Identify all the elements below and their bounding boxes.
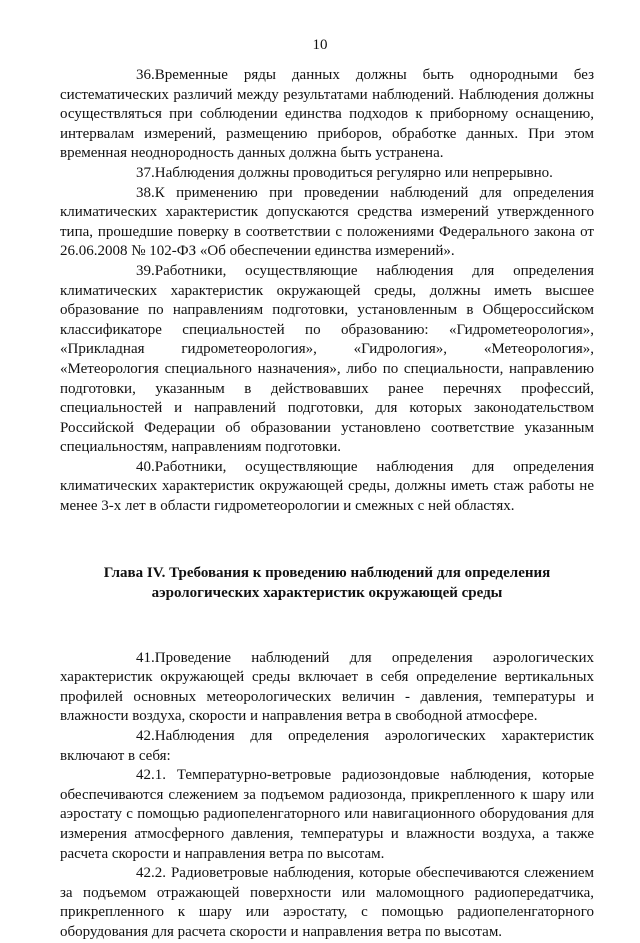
paragraph-38 — [60, 184, 594, 262]
paragraph-text: Радиоветровые наблюдения, которые обеспечиваются слежением за подъемом отражающей поверхности или маломощного радиопередатчика, прикрепленного к шару или аэростату, с помощью радиопеленгаторного оборудования для расчета скорости и направления ветра по высотам. — [60, 865, 594, 940]
paragraph-text: Проведение наблюдений для определения аэрологических характеристик окружающей среды включает в себя определение вертикальных профилей основных метеорологических величин - давления, температуры и влажности воздуха, скорости и направления ветра в свободной атмосфере. — [60, 649, 594, 725]
paragraph-number: 42.2. — [136, 865, 166, 882]
paragraph-40 — [60, 458, 594, 517]
paragraph-number: 36. — [136, 67, 155, 83]
chapter-body — [60, 649, 594, 943]
paragraph-36 — [60, 66, 594, 164]
paragraph-number: 37. — [136, 164, 155, 181]
paragraph-number: 42.1. — [136, 767, 166, 784]
paragraph-number: 41. — [136, 649, 155, 666]
chapter-heading — [60, 563, 594, 603]
paragraph-text: Работники, осуществляющие наблюдения для определения климатических характеристик окружающей среды, должны иметь высшее образование по направлениям подготовки, установленным в Общероссийском классификаторе специальностей по образованию: «Гидрометеорология», «Прикладная гидрометеорология», «Гидрология», «Метеорология», «Метеорология специального назначения», либо по специальности, направлению подготовки, указанным в действовавших ранее перечнях профессий, специальностей и направлений подготовки, для которых законодательством Российской Федерации об образовании установлено соответствие указанным специальностям, направлениям подготовки. — [60, 262, 594, 456]
paragraph-text: Временные ряды данных должны быть однородными без систематических различий между результатами наблюдений. Наблюдения должны осуществляться при соблюдении единства подходов к приборному оснащению, интервалам измерений, размещению приборов, обработке данных. При этом временная неоднородность данных должна быть устранена. — [60, 67, 594, 162]
chapter-heading-line-1: Глава IV. Требования к проведению наблюдений для определения — [103, 564, 551, 581]
chapter-heading-line-2: аэрологических характеристик окружающей среды — [151, 584, 503, 601]
document-body — [60, 66, 594, 943]
paragraph-text: Наблюдения для определения аэрологических характеристик включают в себя: — [60, 728, 594, 764]
paragraph-42-1 — [60, 766, 594, 864]
paragraph-text: К применению при проведении наблюдений для определения климатических характеристик допускаются средства измерений утвержденного типа, прошедшие поверку в соответствии с положениями Федерального закона от 26.06.2008 № 102-ФЗ «Об обеспечении единства измерений». — [60, 184, 594, 260]
paragraph-text: Температурно-ветровые радиозондовые наблюдения, которые обеспечиваются слежением за подъемом радиозонда, прикрепленного к шару или аэростату с помощью радиопеленгаторного или навигационного оборудования для измерения атмосферного давления, температуры и влажности воздуха, а также расчета скорости и направления ветра по высотам. — [60, 767, 594, 862]
paragraph-39 — [60, 262, 594, 458]
paragraph-number: 38. — [136, 184, 155, 201]
paragraph-number: 42. — [136, 728, 155, 745]
paragraph-number: 39. — [136, 262, 155, 279]
paragraph-41 — [60, 649, 594, 727]
paragraph-text: Работники, осуществляющие наблюдения для определения климатических характеристик окружающей среды, должны иметь стаж работы не менее 3-х лет в области гидрометеорологии и смежных с ней областях. — [60, 458, 594, 515]
paragraph-42-2 — [60, 864, 594, 942]
paragraph-number: 40. — [136, 458, 155, 475]
paragraph-text: Наблюдения должны проводиться регулярно или непрерывно. — [154, 164, 553, 181]
paragraph-42 — [60, 727, 594, 766]
page-number: 10 — [312, 37, 328, 53]
paragraph-37 — [60, 164, 594, 184]
